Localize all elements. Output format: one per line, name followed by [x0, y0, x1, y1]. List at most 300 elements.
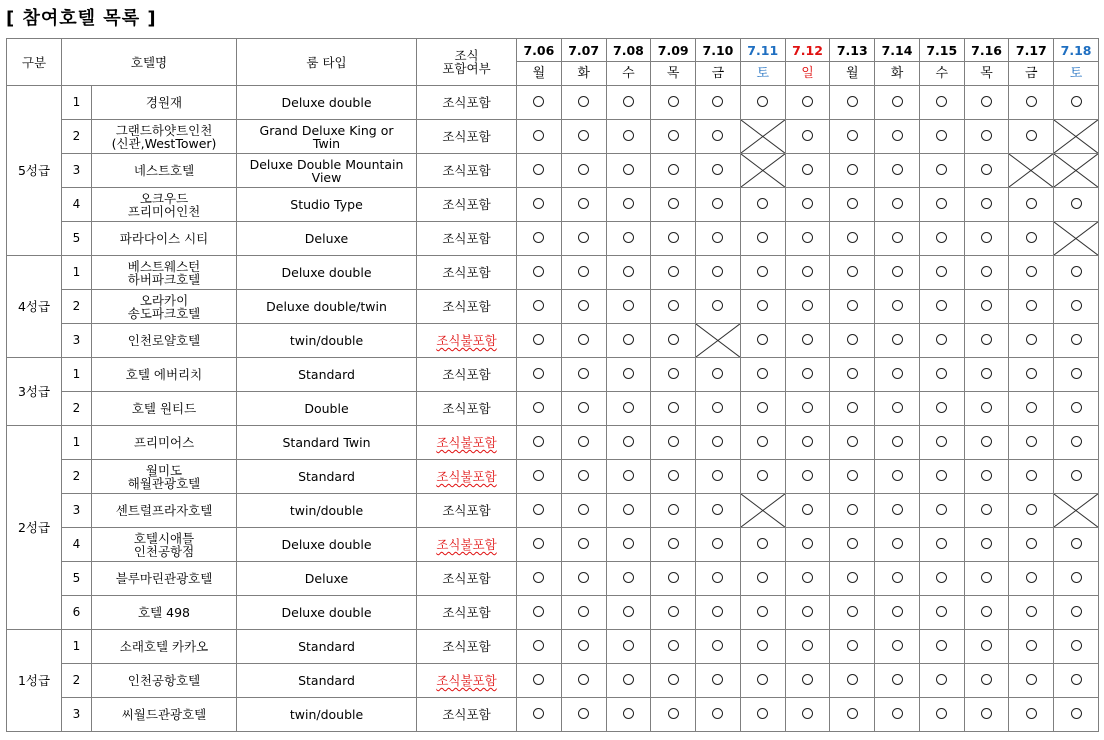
available-cell — [517, 154, 562, 188]
circle-mark-icon — [1071, 96, 1082, 107]
table-row — [7, 358, 1099, 392]
circle-mark-icon — [802, 708, 813, 719]
unavailable-cell — [740, 154, 785, 188]
available-cell — [696, 86, 741, 120]
available-cell — [1009, 630, 1054, 664]
circle-mark-icon — [936, 232, 947, 243]
circle-mark-icon — [1071, 538, 1082, 549]
available-cell — [606, 290, 651, 324]
circle-mark-icon — [1026, 300, 1037, 311]
room-type: Standard Twin — [237, 426, 417, 460]
table-row — [7, 86, 1099, 120]
available-cell — [875, 494, 920, 528]
circle-mark-icon — [1071, 436, 1082, 447]
circle-mark-icon — [1026, 538, 1037, 549]
available-cell — [696, 290, 741, 324]
available-cell — [964, 86, 1009, 120]
circle-mark-icon — [712, 164, 723, 175]
circle-mark-icon — [802, 572, 813, 583]
circle-mark-icon — [847, 130, 858, 141]
available-cell — [1054, 324, 1099, 358]
circle-mark-icon — [578, 198, 589, 209]
available-cell — [964, 392, 1009, 426]
available-cell — [875, 188, 920, 222]
circle-mark-icon — [623, 232, 634, 243]
hotel-name: 경원재 — [92, 86, 237, 120]
available-cell — [964, 358, 1009, 392]
room-type: Double — [237, 392, 417, 426]
table-row — [7, 324, 1099, 358]
available-cell — [919, 426, 964, 460]
available-cell — [875, 392, 920, 426]
available-cell — [830, 426, 875, 460]
available-cell — [785, 392, 830, 426]
available-cell — [517, 358, 562, 392]
circle-mark-icon — [712, 96, 723, 107]
available-cell — [561, 392, 606, 426]
table-row — [7, 426, 1099, 460]
breakfast-status — [417, 494, 517, 528]
table-row — [7, 664, 1099, 698]
circle-mark-icon — [981, 606, 992, 617]
table-row — [7, 630, 1099, 664]
breakfast-status — [417, 630, 517, 664]
circle-mark-icon — [936, 164, 947, 175]
grade-cell: 4성급 — [7, 256, 62, 358]
date-header: 7.14 — [875, 39, 920, 62]
circle-mark-icon — [936, 538, 947, 549]
available-cell — [875, 698, 920, 732]
available-cell — [651, 86, 696, 120]
room-type: Deluxe Double Mountain View — [237, 154, 417, 188]
available-cell — [696, 188, 741, 222]
page-title: [ 참여호텔 목록 ] — [6, 8, 157, 29]
available-cell — [1009, 222, 1054, 256]
available-cell — [964, 562, 1009, 596]
available-cell — [606, 460, 651, 494]
available-cell — [606, 256, 651, 290]
table-row — [7, 222, 1099, 256]
hotel-name: 호텔 에버리치 — [92, 358, 237, 392]
circle-mark-icon — [847, 572, 858, 583]
circle-mark-icon — [892, 96, 903, 107]
available-cell — [1009, 460, 1054, 494]
available-cell — [919, 562, 964, 596]
circle-mark-icon — [533, 538, 544, 549]
circle-mark-icon — [578, 640, 589, 651]
available-cell — [785, 154, 830, 188]
circle-mark-icon — [668, 232, 679, 243]
breakfast-status — [417, 86, 517, 120]
available-cell — [740, 188, 785, 222]
circle-mark-icon — [668, 640, 679, 651]
available-cell — [517, 460, 562, 494]
available-cell — [561, 120, 606, 154]
circle-mark-icon — [1026, 470, 1037, 481]
circle-mark-icon — [668, 368, 679, 379]
available-cell — [875, 290, 920, 324]
breakfast-not-included: 조식불포함 — [436, 537, 497, 552]
room-type: twin/double — [237, 324, 417, 358]
available-cell — [561, 460, 606, 494]
row-number: 4 — [62, 528, 92, 562]
available-cell — [606, 120, 651, 154]
circle-mark-icon — [981, 436, 992, 447]
available-cell — [1054, 698, 1099, 732]
circle-mark-icon — [533, 232, 544, 243]
circle-mark-icon — [892, 538, 903, 549]
circle-mark-icon — [802, 300, 813, 311]
available-cell — [919, 460, 964, 494]
circle-mark-icon — [578, 436, 589, 447]
day-header: 토 — [1054, 62, 1099, 86]
available-cell — [964, 222, 1009, 256]
available-cell — [964, 290, 1009, 324]
available-cell — [919, 664, 964, 698]
available-cell — [740, 698, 785, 732]
circle-mark-icon — [712, 708, 723, 719]
table-row — [7, 596, 1099, 630]
room-type: Deluxe — [237, 562, 417, 596]
circle-mark-icon — [936, 504, 947, 515]
circle-mark-icon — [1071, 674, 1082, 685]
available-cell — [785, 290, 830, 324]
circle-mark-icon — [1026, 198, 1037, 209]
circle-mark-icon — [847, 334, 858, 345]
circle-mark-icon — [892, 164, 903, 175]
breakfast-status — [417, 596, 517, 630]
circle-mark-icon — [578, 334, 589, 345]
circle-mark-icon — [757, 402, 768, 413]
hotel-name: 센트럴프라자호텔 — [92, 494, 237, 528]
circle-mark-icon — [892, 368, 903, 379]
circle-mark-icon — [802, 368, 813, 379]
available-cell — [1009, 494, 1054, 528]
available-cell — [651, 562, 696, 596]
available-cell — [830, 664, 875, 698]
available-cell — [785, 698, 830, 732]
header-room: 룸 타입 — [237, 39, 417, 86]
available-cell — [830, 358, 875, 392]
available-cell — [830, 596, 875, 630]
breakfast-included: 조식포함 — [442, 129, 491, 144]
available-cell — [875, 358, 920, 392]
circle-mark-icon — [533, 130, 544, 141]
circle-mark-icon — [668, 198, 679, 209]
hotel-name: 호텔 498 — [92, 596, 237, 630]
circle-mark-icon — [668, 606, 679, 617]
available-cell — [517, 698, 562, 732]
circle-mark-icon — [892, 708, 903, 719]
circle-mark-icon — [981, 640, 992, 651]
available-cell — [606, 528, 651, 562]
circle-mark-icon — [757, 538, 768, 549]
circle-mark-icon — [936, 470, 947, 481]
available-cell — [517, 256, 562, 290]
breakfast-status — [417, 358, 517, 392]
circle-mark-icon — [533, 334, 544, 345]
available-cell — [919, 256, 964, 290]
x-mark-icon — [1054, 494, 1098, 527]
circle-mark-icon — [892, 504, 903, 515]
date-header: 7.18 — [1054, 39, 1099, 62]
circle-mark-icon — [892, 300, 903, 311]
available-cell — [785, 664, 830, 698]
available-cell — [517, 392, 562, 426]
circle-mark-icon — [533, 504, 544, 515]
unavailable-cell — [1009, 154, 1054, 188]
circle-mark-icon — [847, 674, 858, 685]
available-cell — [1054, 256, 1099, 290]
available-cell — [1009, 392, 1054, 426]
circle-mark-icon — [802, 640, 813, 651]
breakfast-included: 조식포함 — [442, 231, 491, 246]
available-cell — [830, 290, 875, 324]
available-cell — [964, 256, 1009, 290]
day-header: 목 — [651, 62, 696, 86]
available-cell — [875, 528, 920, 562]
circle-mark-icon — [533, 640, 544, 651]
available-cell — [875, 596, 920, 630]
day-header: 목 — [964, 62, 1009, 86]
circle-mark-icon — [936, 266, 947, 277]
available-cell — [830, 324, 875, 358]
available-cell — [830, 392, 875, 426]
available-cell — [1009, 562, 1054, 596]
available-cell — [517, 222, 562, 256]
available-cell — [964, 188, 1009, 222]
hotel-name: 인천로얄호텔 — [92, 324, 237, 358]
circle-mark-icon — [1026, 130, 1037, 141]
day-header: 화 — [561, 62, 606, 86]
available-cell — [740, 426, 785, 460]
available-cell — [740, 392, 785, 426]
available-cell — [785, 256, 830, 290]
available-cell — [651, 494, 696, 528]
breakfast-included: 조식포함 — [442, 197, 491, 212]
available-cell — [517, 426, 562, 460]
circle-mark-icon — [668, 266, 679, 277]
available-cell — [561, 324, 606, 358]
available-cell — [740, 664, 785, 698]
circle-mark-icon — [623, 674, 634, 685]
unavailable-cell — [696, 324, 741, 358]
available-cell — [651, 222, 696, 256]
circle-mark-icon — [623, 640, 634, 651]
available-cell — [696, 120, 741, 154]
circle-mark-icon — [936, 674, 947, 685]
circle-mark-icon — [757, 198, 768, 209]
circle-mark-icon — [533, 470, 544, 481]
circle-mark-icon — [802, 334, 813, 345]
available-cell — [964, 154, 1009, 188]
circle-mark-icon — [668, 164, 679, 175]
available-cell — [1009, 256, 1054, 290]
available-cell — [964, 324, 1009, 358]
circle-mark-icon — [936, 300, 947, 311]
circle-mark-icon — [936, 96, 947, 107]
available-cell — [517, 290, 562, 324]
circle-mark-icon — [936, 402, 947, 413]
circle-mark-icon — [533, 606, 544, 617]
row-number: 1 — [62, 426, 92, 460]
circle-mark-icon — [668, 538, 679, 549]
available-cell — [875, 630, 920, 664]
available-cell — [830, 494, 875, 528]
available-cell — [875, 324, 920, 358]
circle-mark-icon — [623, 334, 634, 345]
available-cell — [696, 358, 741, 392]
table-row — [7, 698, 1099, 732]
x-mark-icon — [1054, 120, 1098, 153]
circle-mark-icon — [892, 232, 903, 243]
circle-mark-icon — [578, 674, 589, 685]
circle-mark-icon — [578, 606, 589, 617]
available-cell — [606, 222, 651, 256]
available-cell — [561, 528, 606, 562]
room-type: Deluxe double — [237, 86, 417, 120]
breakfast-included: 조식포함 — [442, 299, 491, 314]
circle-mark-icon — [623, 130, 634, 141]
available-cell — [606, 188, 651, 222]
available-cell — [561, 154, 606, 188]
circle-mark-icon — [981, 198, 992, 209]
circle-mark-icon — [847, 504, 858, 515]
available-cell — [651, 460, 696, 494]
available-cell — [561, 596, 606, 630]
circle-mark-icon — [712, 266, 723, 277]
circle-mark-icon — [892, 334, 903, 345]
available-cell — [1054, 86, 1099, 120]
breakfast-status — [417, 120, 517, 154]
available-cell — [561, 698, 606, 732]
available-cell — [651, 358, 696, 392]
row-number: 6 — [62, 596, 92, 630]
circle-mark-icon — [623, 436, 634, 447]
available-cell — [651, 528, 696, 562]
available-cell — [785, 596, 830, 630]
row-number: 3 — [62, 324, 92, 358]
circle-mark-icon — [712, 572, 723, 583]
day-header: 금 — [1009, 62, 1054, 86]
circle-mark-icon — [712, 470, 723, 481]
available-cell — [785, 86, 830, 120]
circle-mark-icon — [668, 402, 679, 413]
circle-mark-icon — [936, 708, 947, 719]
available-cell — [740, 324, 785, 358]
available-cell — [919, 222, 964, 256]
circle-mark-icon — [533, 266, 544, 277]
available-cell — [919, 154, 964, 188]
circle-mark-icon — [1071, 606, 1082, 617]
available-cell — [1054, 426, 1099, 460]
breakfast-included: 조식포함 — [442, 571, 491, 586]
hotel-name: 소래호텔 카카오 — [92, 630, 237, 664]
circle-mark-icon — [981, 470, 992, 481]
available-cell — [830, 528, 875, 562]
circle-mark-icon — [1026, 368, 1037, 379]
row-number: 3 — [62, 698, 92, 732]
circle-mark-icon — [578, 538, 589, 549]
circle-mark-icon — [981, 504, 992, 515]
circle-mark-icon — [892, 198, 903, 209]
circle-mark-icon — [847, 164, 858, 175]
breakfast-not-included: 조식불포함 — [436, 333, 497, 348]
circle-mark-icon — [1026, 334, 1037, 345]
circle-mark-icon — [802, 470, 813, 481]
circle-mark-icon — [668, 674, 679, 685]
breakfast-not-included: 조식불포함 — [436, 469, 497, 484]
circle-mark-icon — [847, 96, 858, 107]
circle-mark-icon — [936, 368, 947, 379]
available-cell — [696, 664, 741, 698]
available-cell — [830, 698, 875, 732]
room-type: twin/double — [237, 698, 417, 732]
available-cell — [875, 562, 920, 596]
circle-mark-icon — [623, 164, 634, 175]
unavailable-cell — [1054, 222, 1099, 256]
available-cell — [561, 256, 606, 290]
available-cell — [785, 528, 830, 562]
circle-mark-icon — [712, 402, 723, 413]
available-cell — [561, 188, 606, 222]
circle-mark-icon — [578, 368, 589, 379]
available-cell — [964, 630, 1009, 664]
date-header: 7.12 — [785, 39, 830, 62]
available-cell — [964, 426, 1009, 460]
hotel-name: 프리미어스 — [92, 426, 237, 460]
available-cell — [517, 562, 562, 596]
hotel-name: 블루마린관광호텔 — [92, 562, 237, 596]
available-cell — [517, 494, 562, 528]
breakfast-included: 조식포함 — [442, 639, 491, 654]
available-cell — [919, 494, 964, 528]
available-cell — [785, 188, 830, 222]
circle-mark-icon — [712, 504, 723, 515]
circle-mark-icon — [533, 674, 544, 685]
available-cell — [919, 120, 964, 154]
available-cell — [919, 630, 964, 664]
circle-mark-icon — [936, 130, 947, 141]
available-cell — [561, 630, 606, 664]
room-type: Standard — [237, 664, 417, 698]
breakfast-status — [417, 188, 517, 222]
circle-mark-icon — [757, 96, 768, 107]
circle-mark-icon — [623, 572, 634, 583]
table-row — [7, 494, 1099, 528]
circle-mark-icon — [981, 674, 992, 685]
available-cell — [740, 562, 785, 596]
circle-mark-icon — [802, 606, 813, 617]
circle-mark-icon — [981, 96, 992, 107]
available-cell — [651, 154, 696, 188]
circle-mark-icon — [892, 470, 903, 481]
available-cell — [1054, 392, 1099, 426]
circle-mark-icon — [533, 402, 544, 413]
circle-mark-icon — [847, 402, 858, 413]
circle-mark-icon — [981, 402, 992, 413]
available-cell — [696, 630, 741, 664]
available-cell — [517, 324, 562, 358]
circle-mark-icon — [847, 300, 858, 311]
row-number: 2 — [62, 664, 92, 698]
circle-mark-icon — [802, 402, 813, 413]
available-cell — [830, 86, 875, 120]
circle-mark-icon — [981, 538, 992, 549]
date-header: 7.17 — [1009, 39, 1054, 62]
hotel-name: 오크우드 프리미어인천 — [92, 188, 237, 222]
circle-mark-icon — [757, 334, 768, 345]
